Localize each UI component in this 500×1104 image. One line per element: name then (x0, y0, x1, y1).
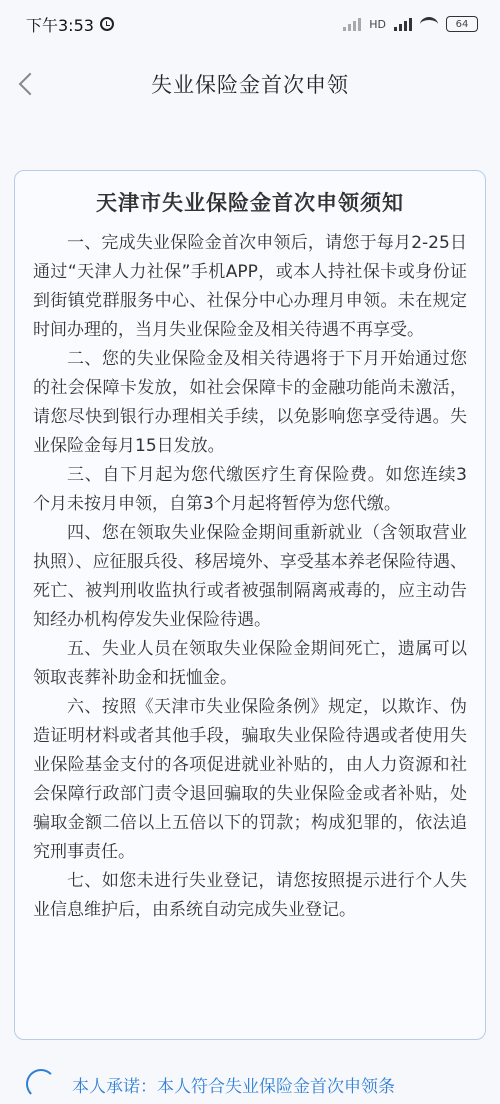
status-left (26, 13, 114, 36)
status-right (343, 16, 478, 32)
notice-paragraph-4: 四、您在领取失业保险金期间重新就业（含领取营业执照）、应征服兵役、移居境外、享受基本养老保险待遇、死亡、被判刑收监执行或者被强制隔离戒毒的，应主动告知经办机构停发失业保险待遇。 (33, 523, 467, 630)
alarm-icon (100, 17, 114, 31)
notice-paragraph-1: 一、完成失业保险金首次申领后，请您于每月2-25日通过“天津人力社保”手机APP，或本人持社保卡或身份证到街镇党群服务中心、社保分中心办理月申领。未在规定时间办理的，当月失业保险金及相关待遇不再享受。 (33, 233, 467, 340)
signal-icon-2 (394, 17, 412, 31)
commitment-text: 本人承诺：本人符合失业保险金首次申领条 (72, 1076, 395, 1097)
page-header (0, 56, 500, 112)
commitment-row[interactable] (26, 1064, 486, 1104)
notice-paragraph-3: 三、自下月起为您代缴医疗生育保险费。如您连续3个月未按月申领，自第3个月起将暂停为您代缴。 (33, 465, 467, 514)
notice-paragraph-2: 二、您的失业保险金及相关待遇将于下月开始通过您的社会保障卡发放，如社会保障卡的金融功能尚未激活，请您尽快到银行办理相关手续，以免影响您享受待遇。失业保险金每月15日发放。 (33, 349, 467, 456)
battery-icon: 64 (446, 16, 478, 32)
status-bar (0, 0, 500, 48)
wifi-icon (420, 17, 438, 32)
notice-paragraph-7: 七、如您未进行失业登记，请您按照提示进行个人失业信息维护后，由系统自动完成失业登记。 (33, 871, 467, 920)
status-time: 下午3:53 (26, 15, 94, 35)
network-label: HD (369, 17, 386, 31)
agreement-checkbox-icon[interactable] (26, 1069, 56, 1099)
back-arrow-icon[interactable] (16, 70, 44, 98)
notice-paragraph-6: 六、按照《天津市失业保险条例》规定，以欺诈、伪造证明材料或者其他手段，骗取失业保险待遇或者使用失业保险基金支付的各项促进就业补贴的，由人力资源和社会保障行政部门责令退回骗取的失业保险金或者补贴，处骗取金额二倍以上五倍以下的罚款；构成犯罪的，依法追究刑事责任。 (33, 697, 467, 862)
notice-title: 天津市失业保险金首次申领须知 (96, 191, 404, 215)
notice-card[interactable] (14, 170, 486, 1040)
page-title: 失业保险金首次申领 (151, 73, 349, 97)
notice-paragraph-5: 五、失业人员在领取失业保险金期间死亡，遗属可以领取丧葬补助金和抚恤金。 (33, 639, 467, 688)
signal-icon (343, 17, 361, 31)
